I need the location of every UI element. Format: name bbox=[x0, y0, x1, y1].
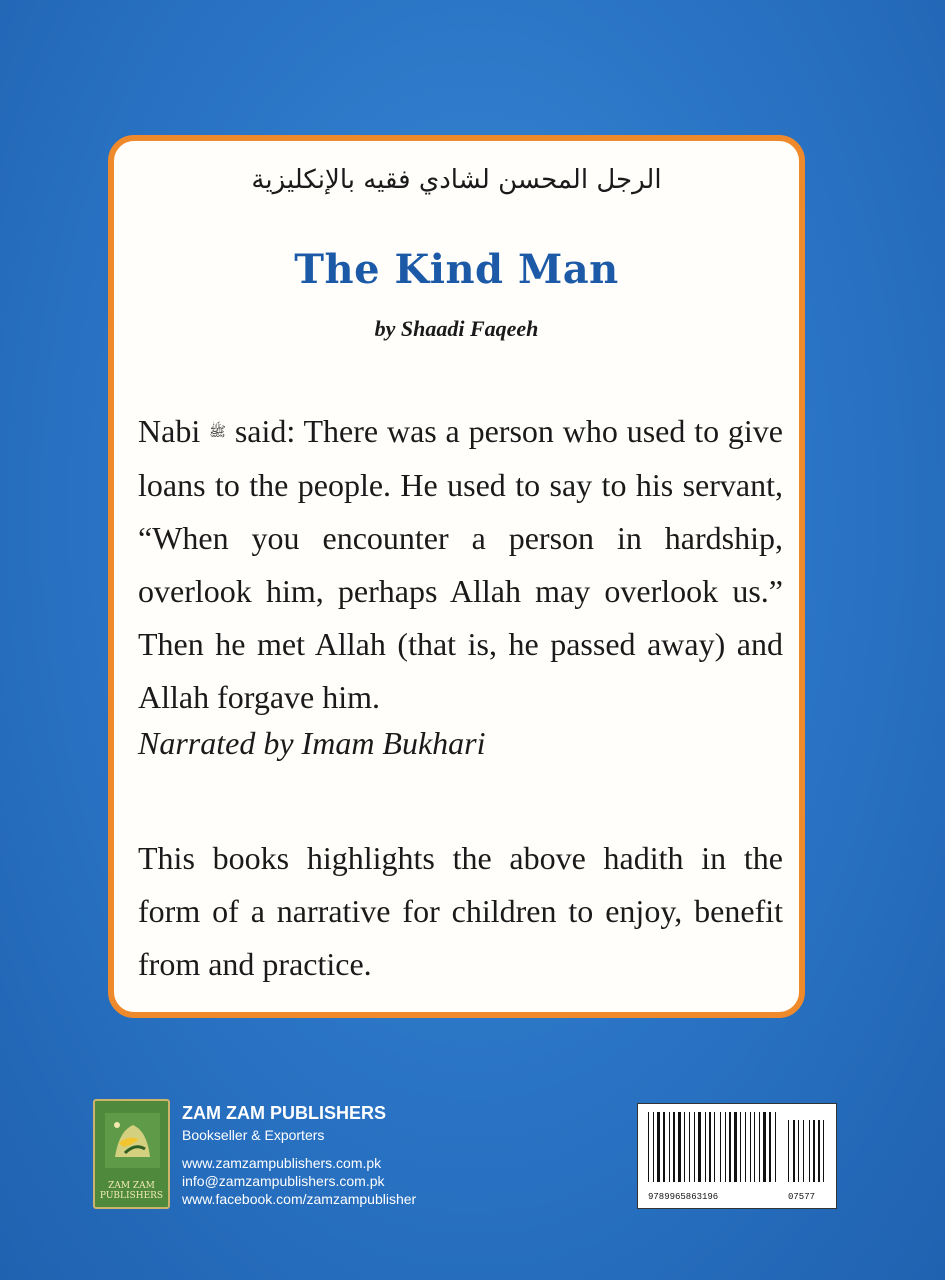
logo-caption-line2: PUBLISHERS bbox=[99, 1191, 164, 1201]
publisher-tagline: Bookseller & Exporters bbox=[182, 1127, 325, 1143]
publisher-logo bbox=[93, 1099, 170, 1209]
book-title: The Kind Man bbox=[294, 246, 619, 293]
author-line: by Shaadi Faqeeh bbox=[374, 316, 539, 341]
logo-caption bbox=[95, 1181, 168, 1201]
addon-digits: 07577 bbox=[788, 1192, 816, 1202]
isbn-digits: 9789965863196 bbox=[648, 1192, 719, 1202]
narrator-line: Narrated by Imam Bukhari bbox=[138, 725, 486, 761]
hadith-prefix: Nabi bbox=[138, 413, 201, 449]
content-panel bbox=[108, 135, 805, 1018]
hadith-body: said: There was a person who used to give loans to the people. He used to say to his servant, “When you encounter a person in hardship, overlook him, perhaps Allah may overlook us.” Then he met Allah (that is, he passed away) and Allah forgave him. bbox=[138, 413, 784, 715]
publisher-website[interactable]: www.zamzampublishers.com.pk bbox=[182, 1155, 382, 1171]
barcode bbox=[637, 1103, 837, 1209]
publisher-facebook[interactable]: www.facebook.com/zamzampublisher bbox=[182, 1191, 417, 1207]
arabic-title: الرجل المحسن لشادي فقيه بالإنكليزية bbox=[251, 165, 662, 195]
logo-caption-line1: ZAM ZAM bbox=[108, 1181, 155, 1191]
logo-emblem-icon bbox=[105, 1113, 160, 1168]
publisher-email[interactable]: info@zamzampublishers.com.pk bbox=[182, 1173, 385, 1189]
salutation-glyph: ﷺ bbox=[209, 424, 226, 440]
publisher-name: ZAM ZAM PUBLISHERS bbox=[182, 1103, 386, 1123]
book-description: This books highlights the above hadith in the form of a narrative for children to enjoy, benefit from and practice. bbox=[138, 840, 783, 982]
hadith-text bbox=[138, 405, 783, 724]
barcode-bars bbox=[646, 1112, 830, 1184]
